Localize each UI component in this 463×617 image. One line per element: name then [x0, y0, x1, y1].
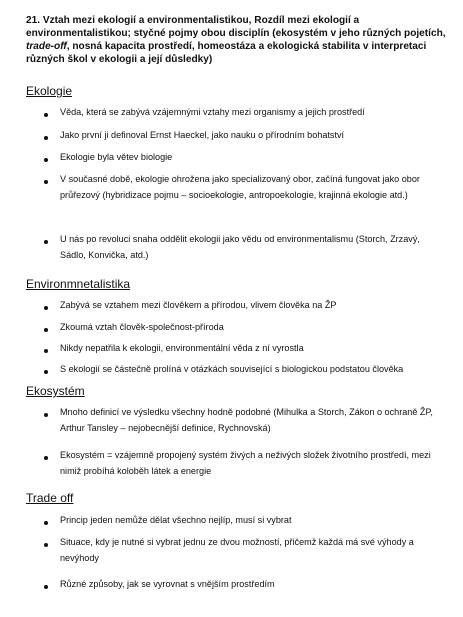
section-heading-ekologie: Ekologie: [26, 84, 73, 98]
list-item: Princip jeden nemůže dělat všechno nejlíp, musí si vybrat: [60, 515, 292, 525]
title-text-part2: , nosná kapacita prostředí, homeostáza a ekologická stabilita v interpretaci různých škol v ekologii a její důsledky): [26, 41, 427, 65]
list-item: Nikdy nepatřila k ekologii, environmentální věda z ní vyrostla: [60, 343, 304, 353]
bullet-icon: [44, 521, 48, 525]
list-item: Situace, kdy je nutné si vybrat jednu ze dvou možností, přičemž každá má své výhody a nevýhody: [60, 537, 414, 563]
bullet-icon: [44, 585, 48, 589]
list-item: U nás po revoluci snaha oddělit ekologii jako vědu od environmentalismu (Storch, Zrzavý, Sádlo, Konvička, atd.): [60, 234, 420, 260]
list-item: Ekologie byla větev biologie: [60, 152, 173, 162]
section-heading-trade-off: Trade off: [26, 491, 74, 505]
bullet-icon: [44, 240, 48, 244]
bullet-icon: [44, 158, 48, 162]
document-title: [26, 14, 446, 66]
list-item: Ekosystém = vzájemně propojený systém živých a neživých složek životního prostředí, mezi nimiž probíhá koloběh látek a energie: [60, 450, 431, 476]
list-item: Zabývá se vztahem mezi člověkem a přírodou, vlivem člověka na ŽP: [60, 300, 337, 310]
bullet-icon: [44, 456, 48, 460]
bullet-icon: [44, 370, 48, 374]
bullet-icon: [44, 349, 48, 353]
bullet-icon: [44, 113, 48, 117]
list-item: Různé způsoby, jak se vyrovnat s vnějším prostředím: [60, 579, 275, 589]
title-text-italic: trade-off: [26, 41, 67, 52]
section-heading-ekosystem: Ekosystém: [26, 384, 85, 398]
bullet-icon: [44, 180, 48, 184]
bullet-icon: [44, 136, 48, 140]
list-item: Věda, která se zabývá vzájemnými vztahy mezi organismy a jejich prostředí: [60, 107, 365, 117]
section-heading-environmentalistika: Environmnetalistika: [26, 277, 131, 291]
bullet-icon: [44, 306, 48, 310]
bullet-icon: [44, 413, 48, 417]
list-item: S ekologií se částečně prolíná v otázkách související s biologickou podstatou člověka: [60, 364, 404, 374]
title-text-part1: 21. Vztah mezi ekologií a environmentalistikou, Rozdíl mezi ekologií a environmentalistikou; styčné pojmy obou disciplín (ekosystém v jeho různých pojetích,: [26, 15, 446, 39]
list-item: V současné době, ekologie ohrožena jako specializovaný obor, začíná fungovat jako obor průřezový (hybridizace pojmu – socioekologie, antropoekologie, krajinná ekologie atd.): [60, 174, 420, 200]
bullet-icon: [44, 328, 48, 332]
list-item: Jako první ji definoval Ernst Haeckel, jako nauku o přírodním bohatství: [60, 130, 345, 140]
list-item: Zkoumá vztah člověk-společnost-příroda: [60, 322, 224, 332]
bullet-icon: [44, 543, 48, 547]
list-item: Mnoho definicí ve výsledku všechny hodně podobné (Mihulka a Storch, Zákon o ochraně ŽP, Arthur Tansley – nejobecnější definice, Rychnovská): [60, 407, 433, 433]
